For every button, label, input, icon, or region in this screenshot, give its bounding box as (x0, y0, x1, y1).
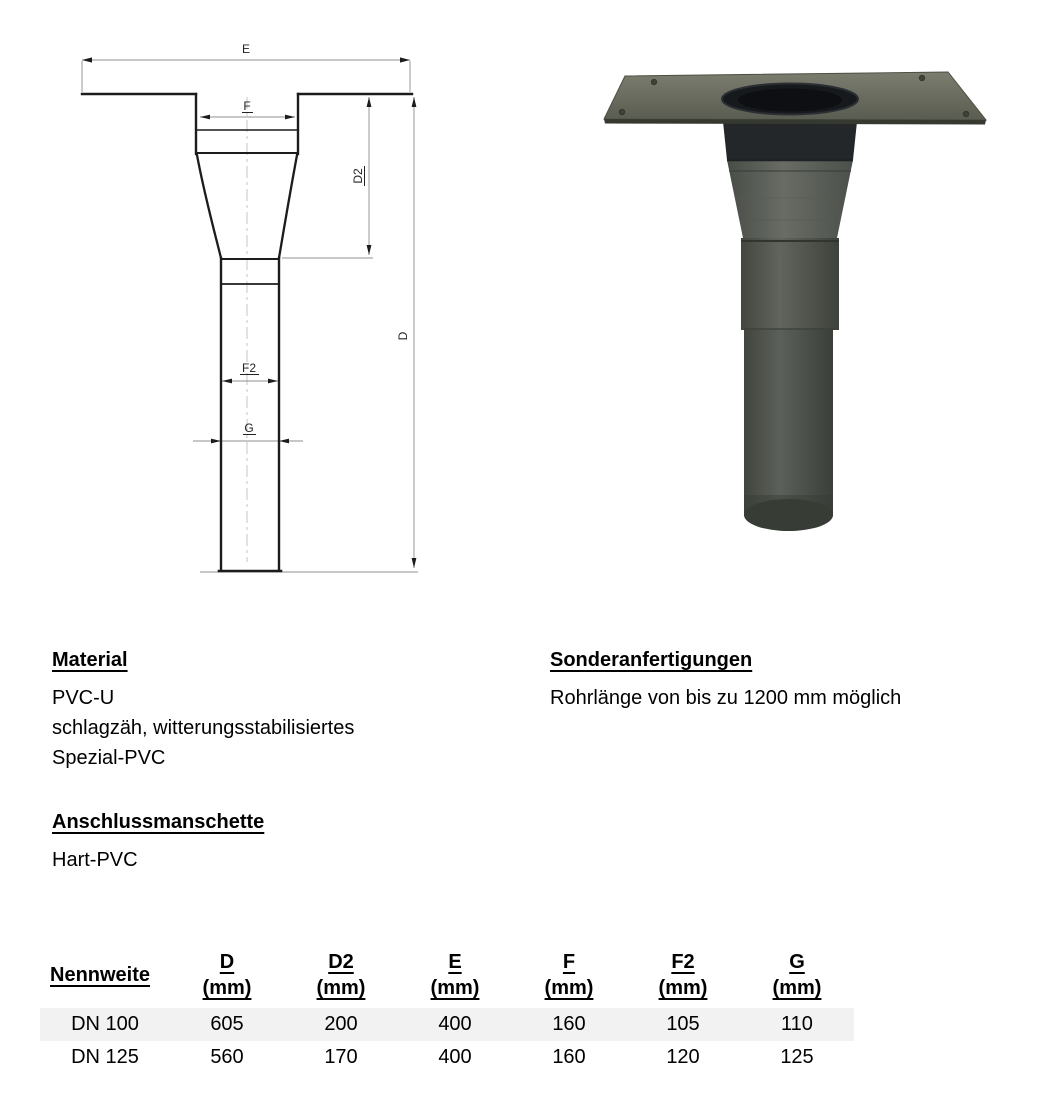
column-header-unit: (mm) (202, 977, 252, 999)
column-header-label: F (562, 951, 576, 973)
column-header-f2 (626, 942, 740, 1008)
column-header-nennweite (40, 942, 170, 1008)
material-section (52, 648, 512, 773)
column-header-g (740, 942, 854, 1008)
cell-d: 605 (210, 1013, 244, 1035)
cell-nennweite: DN 100 (71, 1013, 139, 1035)
dimension-arrows (82, 57, 416, 568)
material-line-1: PVC-U (52, 687, 115, 709)
dimensions-table (40, 942, 854, 1074)
anschlussmanschette-line-1: Hart-PVC (52, 849, 138, 871)
dim-label-e: E (241, 42, 251, 56)
column-header-label: G (789, 951, 805, 973)
photo-cone (727, 160, 853, 238)
material-line-3: Spezial-PVC (52, 747, 166, 769)
dim-label-f: F (243, 99, 251, 113)
cell-f: 160 (552, 1046, 586, 1068)
cell-e: 400 (438, 1013, 472, 1035)
photo-opening-hole (738, 89, 842, 112)
column-header-unit: (mm) (544, 977, 594, 999)
technical-drawing (0, 0, 470, 620)
column-header-unit: (mm) (430, 977, 480, 999)
material-heading: Material (52, 649, 128, 671)
cell-d: 560 (210, 1046, 244, 1068)
column-header-unit: (mm) (316, 977, 366, 999)
cell-e: 400 (438, 1046, 472, 1068)
column-header-d (170, 942, 284, 1008)
cell-g: 110 (781, 1013, 813, 1035)
dimension-lines (82, 60, 418, 572)
dim-label-d: D (396, 331, 410, 341)
sonderanfertigungen-section (550, 648, 1010, 713)
cell-f2: 105 (666, 1013, 700, 1035)
column-header-unit: (mm) (658, 977, 708, 999)
column-header-unit: (mm) (772, 977, 822, 999)
sonderanfertigungen-line-1: Rohrlänge von bis zu 1200 mm möglich (550, 687, 902, 709)
sonderanfertigungen-heading: Sonderanfertigungen (550, 649, 753, 671)
column-header-e (398, 942, 512, 1008)
product-photo (560, 50, 1030, 550)
cell-f: 160 (552, 1013, 586, 1035)
cell-nennweite: DN 125 (71, 1046, 139, 1068)
cell-d2: 170 (324, 1046, 358, 1068)
dim-label-g: G (244, 421, 254, 435)
table-header-row (40, 942, 854, 1008)
table-row (40, 1008, 854, 1041)
column-header-d2 (284, 942, 398, 1008)
cell-g: 125 (780, 1046, 814, 1068)
table-row (40, 1041, 854, 1074)
column-header-label: E (448, 951, 462, 973)
column-header-label: Nennweite (50, 964, 151, 986)
photo-pipe-shade (744, 495, 833, 516)
anschlussmanschette-heading: Anschlussmanschette (52, 811, 265, 833)
column-header-label: F2 (671, 951, 695, 973)
column-header-label: D (219, 951, 235, 973)
photo-pipe (744, 330, 833, 516)
dim-label-f2: F2 (241, 361, 257, 375)
column-header-label: D2 (328, 951, 354, 973)
photo-socket (741, 238, 839, 330)
cell-d2: 200 (324, 1013, 358, 1035)
dim-label-d2: D2 (351, 168, 365, 184)
column-header-f (512, 942, 626, 1008)
anschlussmanschette-section (52, 810, 512, 875)
cell-f2: 120 (666, 1046, 700, 1068)
material-line-2: schlagzäh, witterungsstabilisiertes (52, 717, 355, 739)
